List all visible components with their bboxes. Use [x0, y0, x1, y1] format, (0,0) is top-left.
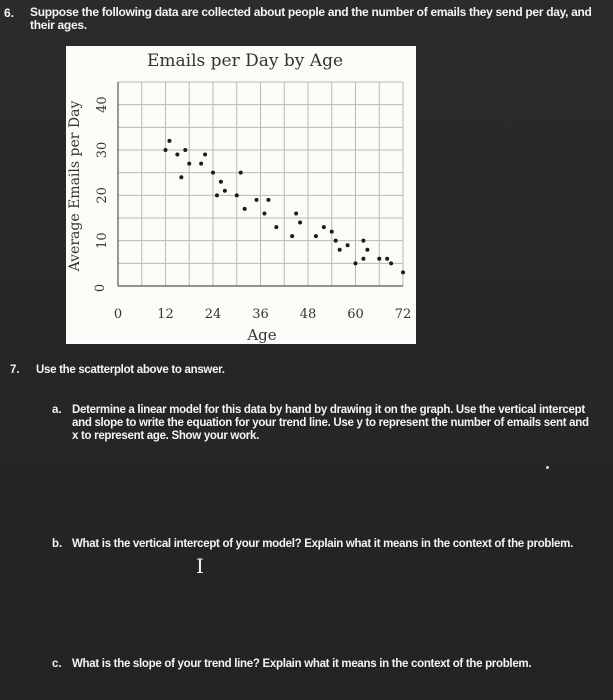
x-tick-label: 36 — [252, 307, 269, 322]
part-b-label: b. — [52, 538, 63, 550]
data-point — [365, 248, 369, 252]
question-7-text: Use the scatterplot above to answer. — [36, 364, 225, 376]
data-point — [354, 261, 358, 265]
text-cursor-icon: I — [196, 554, 204, 578]
part-a-text: Determine a linear model for this data by hand by drawing it on the graph. Use the vertical intercept and slope to write the equation for your trend line. Use y to represent the number of emails sent and x to represent age. Show your work. — [72, 404, 589, 442]
data-point — [322, 225, 326, 229]
data-point — [385, 257, 389, 261]
scatterplot-chart — [66, 46, 416, 344]
data-point — [183, 148, 187, 152]
data-point — [361, 257, 365, 261]
x-tick-label: 24 — [204, 307, 222, 322]
data-point — [262, 211, 266, 215]
x-axis-label: Age — [247, 326, 277, 344]
data-point — [199, 162, 203, 166]
data-point — [239, 171, 243, 175]
part-b-text: What is the vertical intercept of your model? Explain what it means in the context of the problem. — [72, 538, 573, 550]
data-point — [377, 257, 381, 261]
y-axis-label: Average Emails per Day — [67, 100, 83, 272]
data-point — [175, 153, 179, 157]
y-tick-label: 10 — [95, 232, 110, 249]
part-a-label: a. — [52, 404, 62, 416]
part-c-text: What is the slope of your trend line? Explain what it means in the context of the problem. — [72, 658, 532, 670]
data-point — [179, 175, 183, 179]
data-point — [187, 162, 191, 166]
data-point — [266, 198, 270, 202]
data-point — [215, 193, 219, 197]
x-tick-label: 12 — [157, 307, 174, 322]
data-point — [203, 153, 207, 157]
question-7-number: 7. — [10, 364, 20, 376]
part-c-label: c. — [52, 658, 62, 670]
question-6-text: Suppose the following data are collected about people and the number of emails they send per day, and their ages. — [30, 5, 592, 32]
x-tick-label: 0 — [113, 307, 123, 322]
data-point — [334, 239, 338, 243]
data-point — [294, 211, 298, 215]
data-point — [338, 248, 342, 252]
x-tick-label: 48 — [299, 307, 317, 322]
x-tick-label: 60 — [347, 307, 364, 322]
data-point — [274, 225, 278, 229]
scatterplot-svg — [66, 46, 416, 344]
data-point — [243, 207, 247, 211]
data-point — [235, 193, 239, 197]
y-tick-label: 0 — [93, 283, 108, 293]
chart-title: Emails per Day by Age — [146, 51, 344, 71]
y-tick-label: 40 — [95, 96, 110, 113]
y-tick-label: 20 — [95, 187, 110, 204]
data-point — [219, 180, 223, 184]
data-point — [255, 198, 259, 202]
data-point — [361, 239, 365, 243]
data-point — [164, 148, 168, 152]
x-tick-label: 72 — [394, 307, 412, 322]
y-tick-label: 30 — [95, 141, 110, 159]
data-point — [346, 243, 350, 247]
data-point — [223, 189, 227, 193]
data-point — [298, 221, 302, 225]
data-point — [314, 234, 318, 238]
question-6-number: 6. — [4, 6, 15, 20]
data-point — [401, 270, 405, 274]
data-point — [330, 230, 334, 234]
data-point — [167, 139, 171, 143]
screen-speck — [546, 466, 549, 469]
data-point — [389, 261, 393, 265]
data-point — [290, 234, 294, 238]
data-point — [211, 171, 215, 175]
